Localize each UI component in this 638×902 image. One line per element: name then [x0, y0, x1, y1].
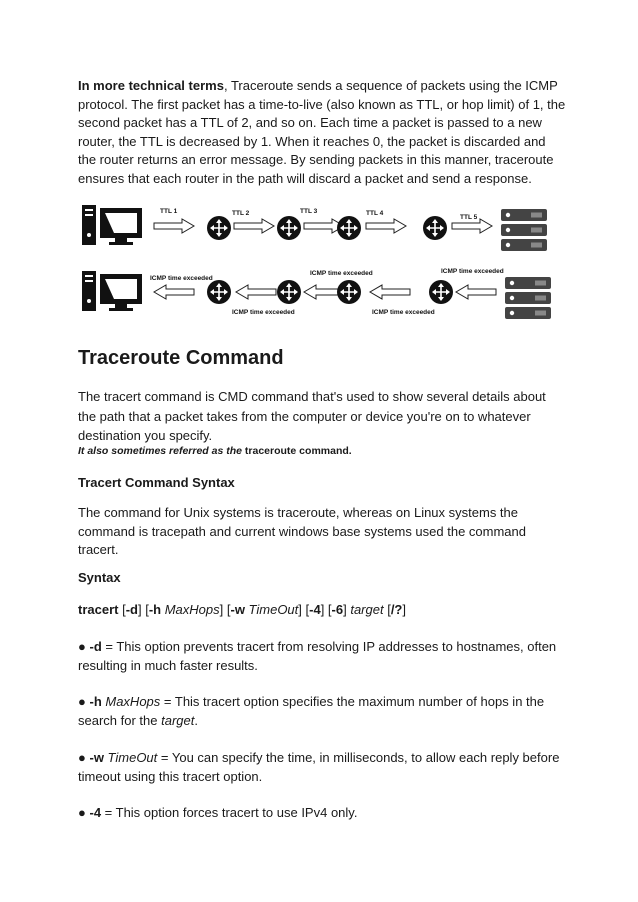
option-w-arg: TimeOut — [103, 750, 158, 765]
arrow-icon — [154, 285, 194, 299]
arrow-icon — [366, 219, 406, 233]
option-h-text-2: search for the — [78, 712, 162, 728]
intro-line-6: ensures that each router in the path will discard a packet and send a response. — [78, 170, 532, 186]
option-d-text-2: resulting in much faster results. — [78, 657, 258, 673]
intro-line-2: protocol. The first packet has a time-to-live (also known as TTL, or hop limit) of 1, the — [78, 96, 566, 112]
syntax-desc-line-3: tracert. — [78, 542, 119, 557]
syntax-bracket: [ — [118, 602, 126, 617]
section-description — [78, 387, 566, 446]
intro-line-1: , Traceroute sends a sequence of packets using the ICMP — [223, 78, 558, 93]
section-desc-line-1: The tracert command is CMD command that's used to show several details about — [78, 389, 546, 404]
syntax-flag-d: -d — [125, 602, 138, 617]
section-desc-line-2: the path that a packet takes from the computer or device you're on to whatever — [78, 408, 531, 424]
arrow-icon — [456, 285, 496, 299]
option-h-text-1: = This tracert option specifies the maximum number of hops in the — [160, 694, 545, 709]
bullet-icon: ● — [78, 639, 86, 654]
syntax-bracket: ] — [343, 602, 351, 617]
arrow-icon — [370, 285, 410, 299]
option-w-text-1: = You can specify the time, in milliseconds, to allow each reply before — [157, 750, 560, 765]
source-computer-icon — [82, 205, 142, 245]
option-h — [78, 693, 566, 730]
section-desc-line-3: destination you specify. — [78, 428, 213, 443]
syntax-flag-help: /? — [390, 602, 403, 617]
arrow-icon — [154, 219, 194, 233]
syntax-line — [78, 601, 566, 620]
arrow-icon — [234, 219, 274, 233]
router-icon — [429, 280, 453, 304]
option-w-flag: -w — [89, 750, 104, 765]
icmp-label: ICMP time exceeded — [232, 309, 295, 316]
arrow-icon — [452, 219, 492, 233]
icmp-label: ICMP time exceeded — [441, 268, 504, 275]
icmp-label: ICMP time exceeded — [372, 309, 435, 316]
syntax-flag-6: -6 — [331, 602, 344, 617]
bullet-icon: ● — [78, 805, 86, 820]
server-icon — [505, 277, 551, 289]
syntax-flag-h: -h — [148, 602, 162, 617]
router-icon — [277, 280, 301, 304]
intro-paragraph — [78, 77, 566, 188]
icmp-label: ICMP time exceeded — [150, 275, 213, 282]
section-title: Traceroute Command — [78, 347, 284, 369]
intro-line-4: router, the TTL is decreased by 1. When it reaches 0, the packet is discarded and — [78, 133, 546, 149]
syntax-description — [78, 504, 566, 560]
server-icon — [505, 292, 551, 304]
router-icon — [207, 216, 231, 240]
syntax-arg-target: target — [350, 602, 384, 617]
option-h-arg: MaxHops — [101, 694, 161, 709]
server-icon — [501, 239, 547, 251]
section-note — [78, 445, 352, 457]
syntax-bracket: ] — [402, 602, 406, 617]
server-icon — [501, 209, 547, 221]
option-4 — [78, 804, 566, 823]
syntax-arg-timeout: TimeOut — [244, 602, 299, 617]
router-icon — [423, 216, 447, 240]
server-icon — [505, 307, 551, 319]
traceroute-diagram — [78, 193, 562, 333]
router-icon — [277, 216, 301, 240]
syntax-desc-line-2: command is tracepath and current windows base systems used the command — [78, 523, 526, 539]
note-bold: traceroute command. — [242, 445, 352, 457]
ttl-label-2: TTL 2 — [232, 210, 250, 217]
syntax-section-title: Tracert Command Syntax — [78, 475, 235, 490]
intro-line-3: second packet has a TTL of 2, and so on. Each time a packet is passed to a new — [78, 115, 542, 130]
ttl-label-5: TTL 5 — [460, 214, 478, 221]
option-d — [78, 638, 566, 675]
syntax-cmd: tracert — [78, 602, 119, 617]
syntax-bracket: [ — [383, 602, 391, 617]
arrow-icon — [236, 285, 276, 299]
intro-bold-lead: In more technical terms — [78, 78, 224, 93]
source-computer-icon — [82, 271, 142, 311]
syntax-flag-4: -4 — [309, 602, 321, 617]
option-h-target: target — [161, 712, 195, 728]
syntax-bracket: ] [ — [298, 602, 310, 617]
syntax-flag-w: -w — [230, 602, 245, 617]
syntax-bracket: ] [ — [137, 602, 149, 617]
syntax-bracket: ] [ — [219, 602, 231, 617]
option-h-flag: -h — [89, 694, 102, 709]
option-w — [78, 749, 566, 786]
router-icon — [337, 216, 361, 240]
syntax-desc-line-1: The command for Unix systems is traceroute, whereas on Linux systems the — [78, 505, 519, 520]
syntax-heading: Syntax — [78, 570, 121, 585]
bullet-icon: ● — [78, 694, 86, 709]
ttl-label-1: TTL 1 — [160, 208, 178, 215]
option-d-text-1: = This option prevents tracert from resolving IP addresses to hostnames, often — [101, 639, 557, 654]
syntax-arg-maxhops: MaxHops — [161, 602, 220, 617]
bullet-icon: ● — [78, 750, 86, 765]
router-icon — [337, 280, 361, 304]
intro-line-5: the router returns an error message. By sending packets in this manner, traceroute — [78, 152, 554, 167]
option-4-flag: -4 — [89, 805, 102, 820]
server-icon — [501, 224, 547, 236]
option-d-flag: -d — [89, 639, 102, 654]
ttl-label-3: TTL 3 — [300, 208, 318, 215]
option-h-period: . — [194, 712, 198, 728]
option-4-text: = This option forces tracert to use IPv4 only. — [101, 805, 358, 820]
note-italic: It also sometimes referred as the — [78, 445, 242, 457]
option-w-text-2: timeout using this tracert option. — [78, 768, 263, 784]
router-icon — [207, 280, 231, 304]
icmp-label: ICMP time exceeded — [310, 270, 373, 277]
ttl-label-4: TTL 4 — [366, 210, 384, 217]
syntax-bracket: ] [ — [320, 602, 332, 617]
